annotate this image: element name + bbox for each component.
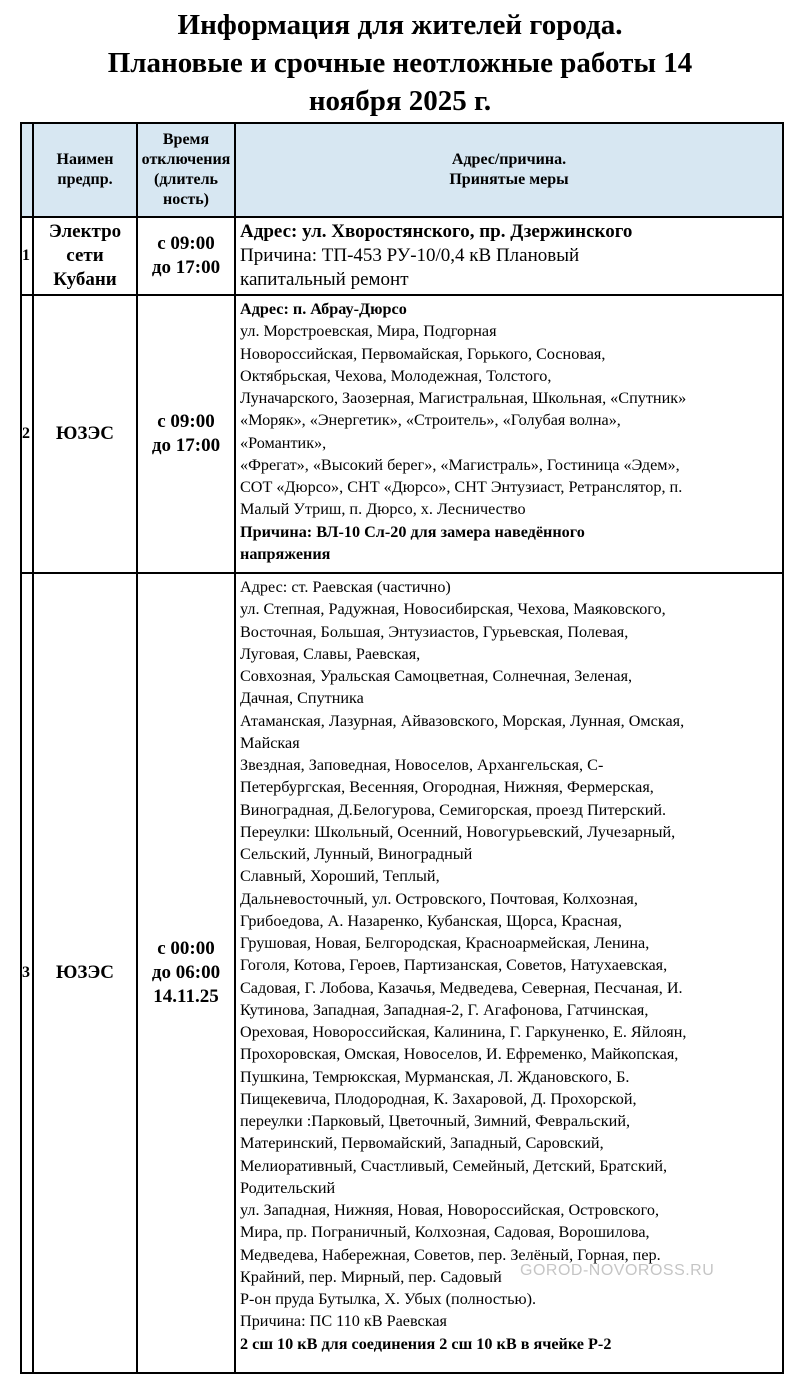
address-line: «Романтик», [240, 433, 327, 452]
header-org: Наимен предпр. [33, 123, 137, 217]
address-line: Октябрьская, Чехова, Молодежная, Толстого, [240, 366, 552, 385]
header-num [21, 123, 33, 217]
address-line: Крайний, пер. Мирный, пер. Садовый [240, 1267, 502, 1286]
row-organization: ЮЗЭС [33, 295, 137, 573]
row-number: 3 [21, 573, 33, 1373]
address-line: Дальневосточный, ул. Островского, Почтовая, Колхозная, [240, 889, 638, 908]
address-line: Атаманская, Лазурная, Айвазовского, Морская, Лунная, Омская, [240, 711, 685, 730]
address-line: Кутинова, Западная, Западная-2, Г. Агафонова, Гатчинская, [240, 1000, 649, 1019]
address-line: Р-он пруда Бутылка, Х. Убых (полностью). [240, 1290, 537, 1308]
address-line: Адрес: п. Абрау-Дюрсо [240, 300, 407, 318]
address-line: Виноградная, Д.Белогурова, Семигорская, проезд Питерский. [240, 800, 667, 819]
address-line: Пушкина, Темрюкская, Мурманская, Л. Ждановского, Б. [240, 1067, 630, 1086]
address-line: переулки :Парковый, Цветочный, Зимний, Февральский, [240, 1112, 631, 1130]
title-line-1: Информация для жителей города. [177, 9, 623, 41]
address-line: Луговая, Славы, Раевская, [240, 644, 421, 663]
address-line: Адрес: ст. Раевская (частично) [240, 578, 451, 596]
address-line: Материнский, Первомайский, Западный, Саровский, [240, 1134, 604, 1153]
address-line: Грушовая, Новая, Белгородская, Красноармейская, Ленина, [240, 934, 650, 952]
table-header-row [21, 123, 783, 217]
title-line-3: ноября 2025 г. [308, 85, 492, 117]
row-organization: Электро сети Кубани [33, 217, 137, 295]
address-line: Гоголя, Котова, Героев, Партизанская, Советов, Натухаевская, [240, 956, 668, 975]
page-title [0, 6, 800, 120]
address-line: Садовая, Г. Лобова, Казачья, Медведева, Северная, Песчаная, И. [240, 978, 683, 997]
address-line: Славный, Хороший, Теплый, [240, 867, 440, 886]
row-time: с 09:00 до 17:00 [137, 217, 235, 295]
watermark: GOROD-NOVOROSS.RU [520, 1262, 715, 1279]
row-number: 2 [21, 295, 33, 573]
row-time: с 00:00 до 06:00 14.11.25 [137, 573, 235, 1373]
row-address [235, 573, 783, 1373]
outage-table [20, 122, 784, 1374]
address-line: Грибоедова, А. Назаренко, Кубанская, Щорса, Красная, [240, 911, 622, 930]
table-row [21, 295, 783, 573]
address-line: ул. Западная, Нижняя, Новая, Новороссийская, Островского, [240, 1201, 660, 1219]
row-number: 1 [21, 217, 33, 295]
row-address [235, 295, 783, 573]
address-line: Восточная, Большая, Энтузиастов, Гурьевская, Полевая, [240, 622, 629, 641]
address-line: Прохоровская, Омская, Новоселов, И. Ефременко, Майкопская, [240, 1045, 679, 1064]
address-line: СОТ «Дюрсо», СНТ «Дюрсо», СНТ Энтузиаст, Ретранслятор, п. [240, 478, 683, 496]
address-line: Совхозная, Уральская Самоцветная, Солнечная, Зеленая, [240, 667, 633, 685]
address-line: Причина: ТП-453 РУ-10/0,4 кВ Плановый [240, 245, 580, 266]
table-row [21, 573, 783, 1373]
address-line: Малый Утриш, п. Дюрсо, х. Лесничество [240, 500, 526, 519]
address-line: Медведева, Набережная, Советов, пер. Зелёный, Горная, пер. [240, 1245, 661, 1264]
address-line: Майская [240, 733, 300, 752]
table-row [21, 217, 783, 295]
row-time: с 09:00 до 17:00 [137, 295, 235, 573]
address-line: Причина: ПС 110 кВ Раевская [240, 1312, 447, 1331]
address-line: Дачная, Спутника [240, 689, 364, 708]
address-line: Мира, пр. Пограничный, Колхозная, Садовая, Ворошилова, [240, 1223, 650, 1242]
header-time: Время отключения (длитель ность) [137, 123, 235, 217]
address-line: Петербургская, Весенняя, Огородная, Нижняя, Фермерская, [240, 778, 654, 797]
address-line: Адрес: ул. Хворостянского, пр. Дзержинского [240, 221, 633, 242]
address-line: Мелиоративный, Счастливый, Семейный, Детский, Братский, [240, 1156, 668, 1175]
row-organization: ЮЗЭС [33, 573, 137, 1373]
address-line: 2 сш 10 кВ для соединения 2 сш 10 кВ в ячейке Р-2 [240, 1334, 612, 1353]
address-line: «Фрегат», «Высокий берег», «Магистраль», Гостиница «Эдем», [240, 455, 680, 474]
address-line: Звездная, Заповедная, Новоселов, Архангельская, С- [240, 756, 604, 774]
address-line: напряжения [240, 544, 331, 563]
address-line: ул. Степная, Радужная, Новосибирская, Чехова, Маяковского, [240, 600, 666, 619]
address-line: «Моряк», «Энергетик», «Строитель», «Голубая волна», [240, 411, 621, 430]
address-line: Причина: ВЛ-10 Сл-20 для замера наведённого [240, 522, 585, 541]
address-line: Переулки: Школьный, Осенний, Новогурьевский, Лучезарный, [240, 822, 676, 841]
address-line: капитальный ремонт [240, 269, 409, 290]
row-address [235, 217, 783, 295]
title-line-2: Плановые и срочные неотложные работы 14 [107, 47, 693, 79]
address-line: Новороссийская, Первомайская, Горького, Сосновая, [240, 344, 606, 363]
address-line: Луначарского, Заозерная, Магистральная, Школьная, «Спутник» [240, 389, 687, 407]
address-line: Родительский [240, 1178, 336, 1197]
address-line: ул. Морстроевская, Мира, Подгорная [240, 322, 497, 341]
address-line: Ореховая, Новороссийская, Калинина, Г. Гаркуненко, Е. Яйлоян, [240, 1023, 687, 1041]
header-address: Адрес/причина. Принятые меры [235, 123, 783, 217]
address-line: Сельский, Лунный, Виноградный [240, 845, 473, 863]
address-line: Пищекевича, Плодородная, К. Захаровой, Д. Прохорской, [240, 1089, 637, 1108]
